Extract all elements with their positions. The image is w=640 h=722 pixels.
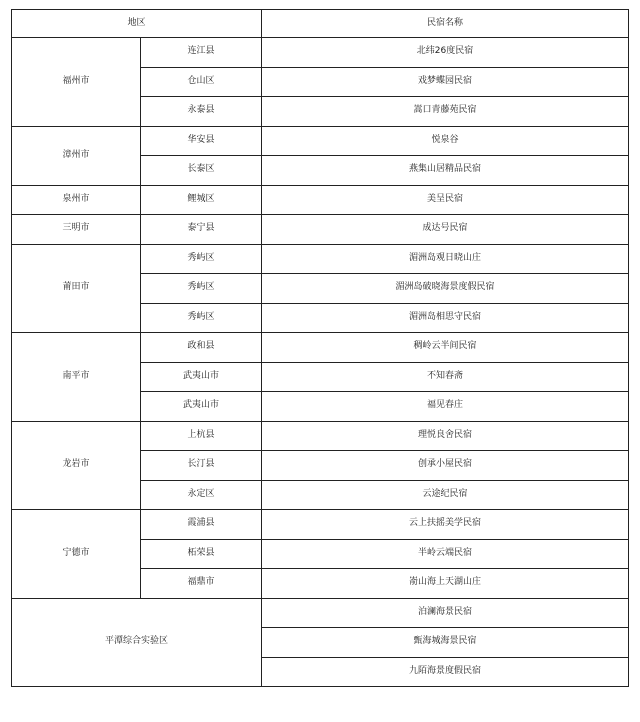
homestay-name-cell: 创承小屋民宿 <box>262 451 629 481</box>
homestay-name-cell: 甄海城海景民宿 <box>262 628 629 658</box>
homestay-name-cell: 福见春庄 <box>262 392 629 422</box>
city-cell: 宁德市 <box>12 510 141 599</box>
homestay-name-cell: 戏梦蝶园民宿 <box>262 67 629 97</box>
table-row <box>12 244 629 274</box>
district-cell: 福鼎市 <box>141 569 262 599</box>
homestay-name-cell: 成达号民宿 <box>262 215 629 245</box>
district-cell: 秀屿区 <box>141 274 262 304</box>
city-cell: 南平市 <box>12 333 141 422</box>
district-cell: 柘荣县 <box>141 539 262 569</box>
homestay-name-cell: 云途纪民宿 <box>262 480 629 510</box>
homestay-table <box>11 9 629 687</box>
homestay-name-cell: 嵛山海上天湖山庄 <box>262 569 629 599</box>
district-cell: 仓山区 <box>141 67 262 97</box>
homestay-name-cell: 燕集山居精品民宿 <box>262 156 629 186</box>
district-cell: 鲤城区 <box>141 185 262 215</box>
city-cell: 漳州市 <box>12 126 141 185</box>
homestay-name-cell: 不知春斋 <box>262 362 629 392</box>
homestay-name-cell: 稠岭云半间民宿 <box>262 333 629 363</box>
pingtan-region-cell: 平潭综合实验区 <box>12 598 262 687</box>
district-cell: 秀屿区 <box>141 244 262 274</box>
homestay-name-cell: 湄洲岛相思守民宿 <box>262 303 629 333</box>
district-cell: 秀屿区 <box>141 303 262 333</box>
table-row <box>12 598 629 628</box>
table-row <box>12 38 629 68</box>
district-cell: 长泰区 <box>141 156 262 186</box>
district-cell: 连江县 <box>141 38 262 68</box>
homestay-name-cell: 半岭云端民宿 <box>262 539 629 569</box>
header-region: 地区 <box>12 10 262 38</box>
district-cell: 上杭县 <box>141 421 262 451</box>
table-row <box>12 510 629 540</box>
district-cell: 华安县 <box>141 126 262 156</box>
table-row <box>12 421 629 451</box>
district-cell: 长汀县 <box>141 451 262 481</box>
homestay-name-cell: 云上扶摇美学民宿 <box>262 510 629 540</box>
table-row <box>12 215 629 245</box>
district-cell: 永泰县 <box>141 97 262 127</box>
district-cell: 武夷山市 <box>141 362 262 392</box>
homestay-name-cell: 九陌海景度假民宿 <box>262 657 629 687</box>
homestay-name-cell: 北纬26度民宿 <box>262 38 629 68</box>
homestay-name-cell: 泊澜海景民宿 <box>262 598 629 628</box>
city-cell: 福州市 <box>12 38 141 127</box>
district-cell: 泰宁县 <box>141 215 262 245</box>
district-cell: 霞浦县 <box>141 510 262 540</box>
city-cell: 龙岩市 <box>12 421 141 510</box>
city-cell: 泉州市 <box>12 185 141 215</box>
district-cell: 永定区 <box>141 480 262 510</box>
homestay-name-cell: 悦泉谷 <box>262 126 629 156</box>
district-cell: 政和县 <box>141 333 262 363</box>
table-row <box>12 333 629 363</box>
city-cell: 莆田市 <box>12 244 141 333</box>
header-row <box>12 10 629 38</box>
district-cell: 武夷山市 <box>141 392 262 422</box>
homestay-name-cell: 湄洲岛破晓海景度假民宿 <box>262 274 629 304</box>
header-homestay-name: 民宿名称 <box>262 10 629 38</box>
homestay-name-cell: 理悦良舍民宿 <box>262 421 629 451</box>
homestay-name-cell: 湄洲岛观日晓山庄 <box>262 244 629 274</box>
city-cell: 三明市 <box>12 215 141 245</box>
homestay-name-cell: 嵩口青藤苑民宿 <box>262 97 629 127</box>
homestay-name-cell: 美呈民宿 <box>262 185 629 215</box>
table-row <box>12 126 629 156</box>
table-row <box>12 185 629 215</box>
